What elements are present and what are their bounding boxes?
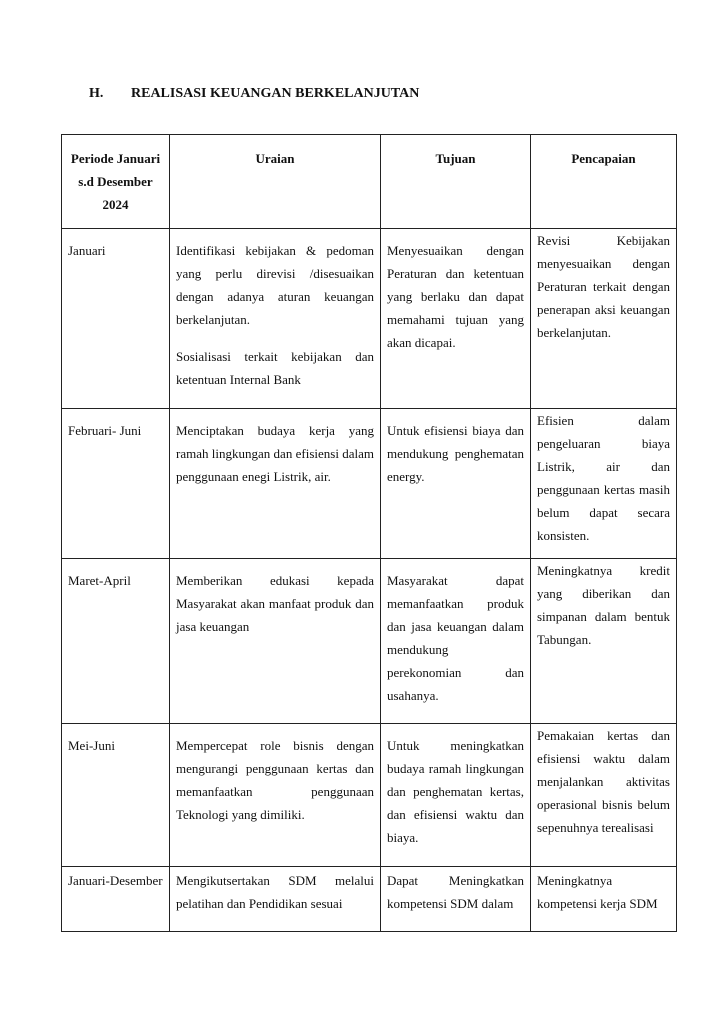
- uraian-paragraph: Mempercepat role bisnis dengan mengurangi penggunaan kertas dan memanfaatkan penggunaan Teknologi yang dimiliki.: [176, 738, 374, 822]
- cell-pencapaian: Efisien dalam pengeluaran biaya Listrik, air dan penggunaan kertas masih belum dapat secara konsisten.: [531, 409, 677, 559]
- table-row: [62, 867, 677, 932]
- header-pencapaian: Pencapaian: [531, 135, 677, 229]
- cell-tujuan: Dapat Meningkatkan kompetensi SDM dalam: [381, 867, 531, 932]
- section-heading: [89, 86, 419, 102]
- header-tujuan: Tujuan: [381, 135, 531, 229]
- header-uraian: Uraian: [170, 135, 381, 229]
- cell-uraian: [170, 559, 381, 724]
- cell-tujuan: Masyarakat dapat memanfaatkan produk dan jasa keuangan dalam mendukung perekonomian dan usahanya.: [381, 559, 531, 724]
- cell-pencapaian: Meningkatnya kredit yang diberikan dan simpanan dalam bentuk Tabungan.: [531, 559, 677, 724]
- table-header-row: [62, 135, 677, 229]
- cell-tujuan: Menyesuaikan dengan Peraturan dan ketentuan yang berlaku dan dapat memahami tujuan yang akan dicapai.: [381, 229, 531, 409]
- realization-table: [61, 134, 677, 932]
- cell-period: Mei-Juni: [62, 724, 170, 867]
- header-period: Periode Januari s.d Desember 2024: [62, 135, 170, 229]
- cell-period: Januari-Desember: [62, 867, 170, 932]
- cell-tujuan: Untuk meningkatkan budaya ramah lingkungan dan penghematan kertas, dan efisiensi waktu dan biaya.: [381, 724, 531, 867]
- uraian-paragraph: Memberikan edukasi kepada Masyarakat akan manfaat produk dan jasa keuangan: [176, 573, 374, 634]
- uraian-paragraph: Identifikasi kebijakan & pedoman yang perlu direvisi /disesuaikan dengan adanya aturan keuangan berkelanjutan.: [176, 243, 374, 327]
- table-row: [62, 724, 677, 867]
- section-title: REALISASI KEUANGAN BERKELANJUTAN: [131, 86, 420, 101]
- cell-tujuan: Untuk efisiensi biaya dan mendukung penghematan energy.: [381, 409, 531, 559]
- cell-uraian: [170, 409, 381, 559]
- cell-uraian: [170, 724, 381, 867]
- uraian-paragraph: Sosialisasi terkait kebijakan dan ketentuan Internal Bank: [176, 349, 374, 387]
- table-row: [62, 409, 677, 559]
- cell-pencapaian: Pemakaian kertas dan efisiensi waktu dalam menjalankan aktivitas operasional bisnis belum sepenuhnya terealisasi: [531, 724, 677, 867]
- section-letter: H.: [89, 86, 104, 101]
- cell-uraian: [170, 229, 381, 409]
- uraian-paragraph: Mengikutsertakan SDM melalui pelatihan dan Pendidikan sesuai: [176, 873, 374, 911]
- uraian-paragraph: Menciptakan budaya kerja yang ramah lingkungan dan efisiensi dalam penggunaan enegi Listrik, air.: [176, 423, 374, 484]
- cell-uraian: [170, 867, 381, 932]
- cell-pencapaian: Meningkatnya kompetensi kerja SDM: [531, 867, 677, 932]
- table-row: [62, 559, 677, 724]
- cell-period: Maret-April: [62, 559, 170, 724]
- cell-pencapaian: Revisi Kebijakan menyesuaikan dengan Peraturan terkait dengan penerapan aksi keuangan berkelanjutan.: [531, 229, 677, 409]
- cell-period: Februari- Juni: [62, 409, 170, 559]
- table-row: [62, 229, 677, 409]
- cell-period: Januari: [62, 229, 170, 409]
